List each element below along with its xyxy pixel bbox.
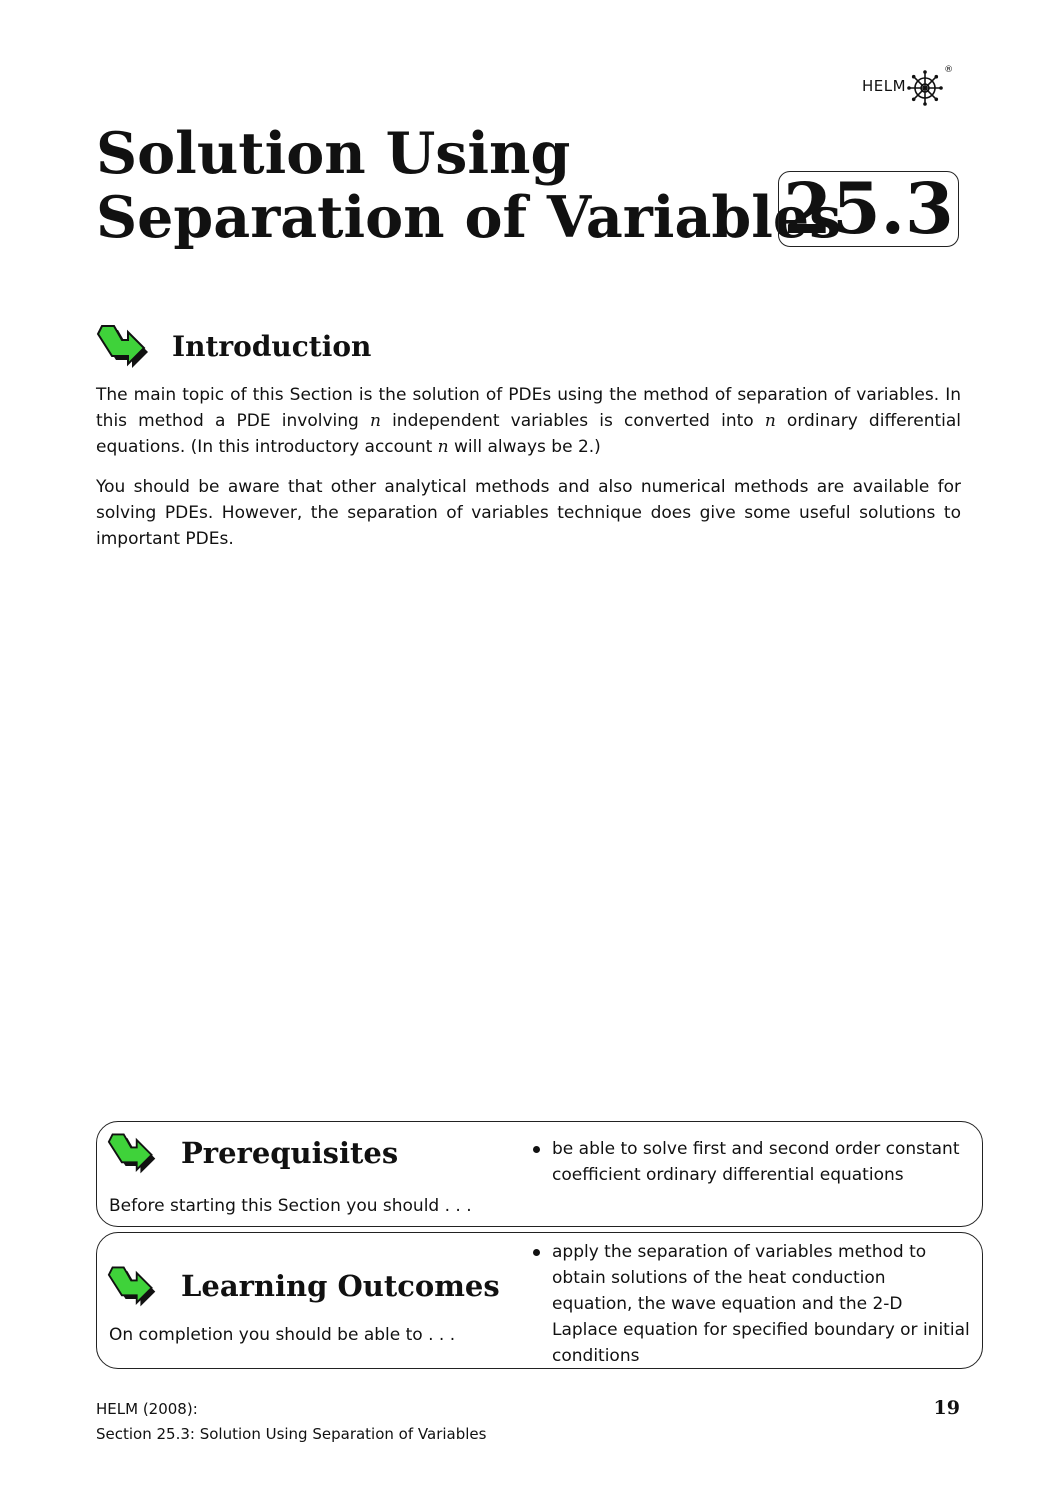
learning-outcomes-heading: Learning Outcomes xyxy=(181,1269,500,1303)
page-number: 19 xyxy=(933,1397,960,1419)
section-number-badge: 25.3 xyxy=(778,171,959,247)
green-arrow-icon xyxy=(107,1130,159,1176)
registered-mark: ® xyxy=(944,65,954,75)
intro-text-2: independent variables is converted into xyxy=(380,411,765,431)
intro-text-4: will always be 2.) xyxy=(448,437,601,457)
intro-text-1: The main topic of this Section is the solution of PDEs using the method of separation of variables. In this method a PDE involving xyxy=(96,385,961,431)
green-arrow-icon xyxy=(96,322,152,370)
introduction-heading: Introduction xyxy=(172,329,372,363)
variable-n: n xyxy=(369,411,381,431)
title-line-1: Solution Using xyxy=(96,120,571,187)
variable-n: n xyxy=(437,437,449,457)
logo-text: HELM xyxy=(862,77,907,95)
footer-line-2: Section 25.3: Solution Using Separation of Variables xyxy=(96,1425,487,1443)
prerequisites-header xyxy=(107,1130,398,1176)
prerequisites-subtext: Before starting this Section you should . . . xyxy=(109,1196,472,1216)
prerequisites-box xyxy=(96,1121,983,1227)
page-title xyxy=(96,122,841,250)
learning-outcomes-header xyxy=(107,1263,500,1309)
footer-citation xyxy=(96,1397,486,1447)
learning-outcomes-box xyxy=(96,1232,983,1369)
prerequisites-list xyxy=(531,1136,971,1188)
introduction-header xyxy=(96,322,371,370)
list-item: be able to solve first and second order constant coefficient ordinary differential equations xyxy=(531,1136,971,1188)
list-item: apply the separation of variables method to obtain solutions of the heat conduction equation, the wave equation and the 2-D Laplace equation for specified boundary or initial conditions xyxy=(531,1239,971,1369)
intro-paragraph-1 xyxy=(96,382,961,460)
ship-wheel-icon xyxy=(907,66,947,106)
prerequisites-heading: Prerequisites xyxy=(181,1136,399,1170)
learning-outcomes-list xyxy=(531,1239,971,1369)
title-line-2: Separation of Variables xyxy=(96,184,842,251)
intro-paragraph-2: You should be aware that other analytical methods and also numerical methods are available for solving PDEs. However, the separation of variables technique does give some useful solutions to important PDEs. xyxy=(96,477,961,549)
variable-n: n xyxy=(764,411,776,431)
helm-logo xyxy=(862,66,953,106)
intro-text-3: ordinary differential equations. (In this introductory account xyxy=(96,411,961,457)
learning-outcomes-subtext: On completion you should be able to . . . xyxy=(109,1325,456,1345)
footer-line-1: HELM (2008): xyxy=(96,1400,198,1418)
green-arrow-icon xyxy=(107,1263,159,1309)
